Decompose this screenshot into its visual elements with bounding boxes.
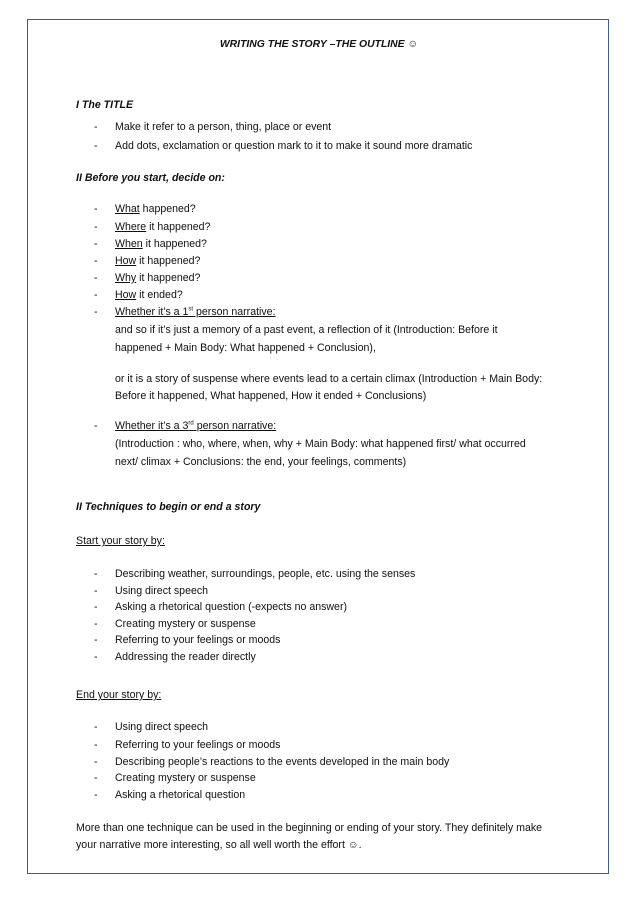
question-word: Where	[115, 221, 147, 233]
list-item: Where it happened?	[115, 221, 211, 233]
section-heading-title: I The TITLE	[76, 99, 134, 111]
third-person-heading: Whether it’s a 3rd person narrative:	[115, 420, 277, 432]
paragraph-line: happened + Main Body: What happened + Conclusion),	[115, 342, 376, 354]
bullet-dash: -	[94, 651, 98, 663]
list-item: Make it refer to a person, thing, place or event	[115, 121, 332, 133]
question-word: How	[115, 289, 137, 301]
list-item: Add dots, exclamation or question mark to it to make it sound more dramatic	[115, 140, 473, 152]
paragraph-line: (Introduction : who, where, when, why + Main Body: what happened first/ what occurred	[115, 438, 526, 450]
paragraph-line: next/ climax + Conclusions: the end, your feelings, comments)	[115, 456, 407, 468]
bullet-dash: -	[94, 203, 98, 215]
list-item: Referring to your feelings or moods	[115, 739, 281, 751]
list-item: Addressing the reader directly	[115, 651, 256, 663]
bullet-dash: -	[94, 420, 98, 432]
section-heading-decide: II Before you start, decide on:	[76, 172, 225, 184]
closing-line: your narrative more interesting, so all well worth the effort ☺.	[76, 839, 362, 851]
bullet-dash: -	[94, 255, 98, 267]
section-heading-techniques: II Techniques to begin or end a story	[76, 501, 261, 513]
bullet-dash: -	[94, 739, 98, 751]
question-word: When	[115, 238, 143, 250]
start-label: Start your story by:	[76, 535, 165, 547]
list-item: How it ended?	[115, 289, 183, 301]
question-word: How	[115, 255, 137, 267]
document-title: WRITING THE STORY –THE OUTLINE ☺	[219, 39, 419, 50]
bullet-dash: -	[94, 568, 98, 580]
paragraph-line: or it is a story of suspense where events lead to a certain climax (Introduction + Main Body:	[115, 373, 543, 385]
end-label: End your story by:	[76, 689, 162, 701]
bullet-dash: -	[94, 772, 98, 784]
question-word: What	[115, 203, 140, 215]
bullet-dash: -	[94, 272, 98, 284]
bullet-dash: -	[94, 238, 98, 250]
closing-line: More than one technique can be used in the beginning or ending of your story. They definitely make	[76, 822, 543, 834]
bullet-dash: -	[94, 121, 98, 133]
bullet-dash: -	[94, 221, 98, 233]
bullet-dash: -	[94, 618, 98, 630]
bullet-dash: -	[94, 721, 98, 733]
bullet-dash: -	[94, 306, 98, 318]
bullet-dash: -	[94, 585, 98, 597]
paragraph-line: Before it happened, What happened, How it ended + Conclusions)	[115, 390, 427, 402]
list-item: Describing people’s reactions to the events developed in the main body	[115, 756, 450, 768]
bullet-dash: -	[94, 756, 98, 768]
bullet-dash: -	[94, 140, 98, 152]
bullet-dash: -	[94, 634, 98, 646]
list-item: When it happened?	[115, 238, 207, 250]
paragraph-line: and so if it’s just a memory of a past event, a reflection of it (Introduction: Before it	[115, 324, 498, 336]
bullet-dash: -	[94, 289, 98, 301]
list-item: Using direct speech	[115, 721, 209, 733]
list-item: What happened?	[115, 203, 196, 215]
question-word: Why	[115, 272, 137, 284]
bullet-dash: -	[94, 789, 98, 801]
first-person-heading: Whether it’s a 1st person narrative:	[115, 306, 276, 318]
list-item: Asking a rhetorical question	[115, 789, 246, 801]
list-item: Asking a rhetorical question (-expects no answer)	[115, 601, 347, 613]
list-item: Why it happened?	[115, 272, 201, 284]
list-item: Creating mystery or suspense	[115, 618, 256, 630]
list-item: Describing weather, surroundings, people, etc. using the senses	[115, 568, 416, 580]
list-item: Referring to your feelings or moods	[115, 634, 281, 646]
list-item: Using direct speech	[115, 585, 209, 597]
bullet-dash: -	[94, 601, 98, 613]
list-item: How it happened?	[115, 255, 201, 267]
list-item: Creating mystery or suspense	[115, 772, 256, 784]
